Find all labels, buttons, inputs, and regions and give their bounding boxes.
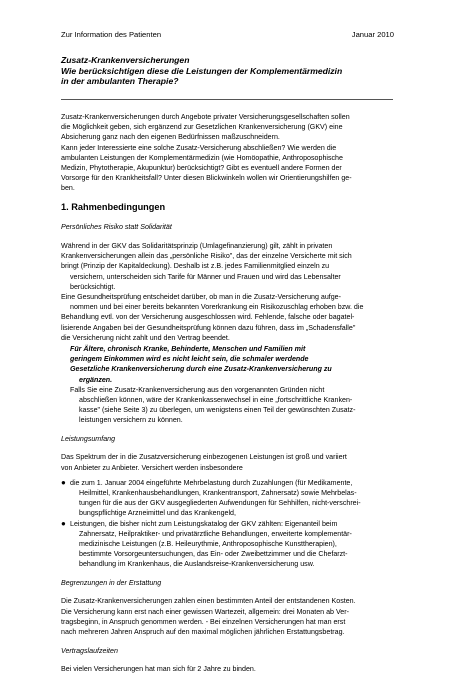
warning-line: Für Ältere, chronisch Kranke, Behinderte, Menschen und Familien mit bbox=[70, 345, 306, 354]
intro-line: Medizin, Phytotherapie, Akupunktur) berücksichtigt? Gibt es eventuell andere Formen der bbox=[61, 164, 342, 173]
falls-line: kasse" (siehe Seite 3) zu überlegen, um wenigstens einen Teil der gewünschten Zusatz- bbox=[79, 406, 356, 415]
risk-line: Krankenversicherungen allein das „persönliche Risiko", das der einzelne Versicherte mit sich bbox=[61, 252, 352, 261]
limits-paragraph bbox=[61, 596, 396, 637]
intro-line: Vorsorge für den Krankheitsfall? Unter diesen Blickwinkeln wollen wir Orientierungshilfen ge- bbox=[61, 174, 352, 183]
list-item bbox=[61, 519, 396, 570]
bullet-line: bungspflichtige Arzneimittel und das Krankengeld, bbox=[79, 509, 236, 518]
bullet-line: Zahnersatz, Heilpraktiker- und privatärztliche Behandlungen, erweiterte komplementär- bbox=[79, 529, 352, 538]
subheading-limits: Begrenzungen in der Erstattung bbox=[61, 578, 162, 587]
risk-line: Während in der GKV das Solidaritätsprinzip (Umlagefinanzierung) gilt, zählt in privaten bbox=[61, 242, 333, 251]
bullet-icon: ● bbox=[61, 518, 66, 528]
warning-line: Gesetzliche Krankenversicherung durch eine Zusatz-Krankenversicherung zu bbox=[70, 365, 332, 374]
title-divider bbox=[61, 99, 393, 100]
warning-line: ergänzen. bbox=[79, 375, 113, 384]
risk-line: lisierende Angaben bei der Gesundheitsprüfung können dazu führen, dass im „Schadensfalle" bbox=[61, 323, 356, 332]
risk-line: berücksichtigt. bbox=[70, 282, 116, 291]
scope-line: von Anbieter zu Anbieter. Versichert werden insbesondere bbox=[61, 463, 243, 472]
document-body bbox=[61, 112, 396, 683]
limits-line: Die Versicherung kann erst nach einer gewissen Wartezeit, allgemein: drei Monaten ab Ver- bbox=[61, 607, 349, 616]
falls-text bbox=[70, 385, 396, 426]
bullet-line: Heilmittel, Krankenhausbehandlungen, Krankentransport, Zahnersatz) sowie Mehrbelas- bbox=[79, 489, 357, 497]
bullet-line: tungen für die aus der GKV ausgegliederten Aufwendungen für Sehhilfen, nicht-verschrei- bbox=[79, 499, 361, 508]
bullet-line: bestimmte Vorsorgeuntersuchungen, das Ein- oder Zweibettzimmer und die Chefarzt- bbox=[79, 550, 348, 559]
risk-paragraph bbox=[61, 241, 396, 343]
title-sub-2: in der ambulanten Therapie? bbox=[61, 76, 179, 87]
risk-line: versichern, unterscheiden sich Tarife für Männer und Frauen und wird das Lebensalter bbox=[70, 272, 341, 281]
intro-line: ben. bbox=[61, 184, 75, 193]
intro-line: Kann jeder Interessierte eine solche Zusatz-Versicherung abschließen? Wie werden die bbox=[61, 143, 337, 152]
risk-line: Behandlung evtl. von der Versicherung ausgeschlossen wird. Fehlende, falsche oder bagatel- bbox=[61, 313, 355, 322]
intro-line: Zusatz-Krankenversicherungen durch Angebote privater Versicherungsgesellschaften sollen bbox=[61, 113, 350, 121]
falls-line: Falls Sie eine Zusatz-Krankenversicherung aus den vorgenannten Gründen nicht bbox=[70, 385, 325, 394]
page-header bbox=[61, 30, 394, 39]
bullet-line: behandlung im Krankenhaus, die Auslandsreise-Krankenversicherung usw. bbox=[79, 560, 315, 569]
bullet-icon: ● bbox=[61, 477, 66, 487]
falls-line: leistungen versichern zu können. bbox=[79, 416, 183, 425]
section-heading: 1. Rahmenbedingungen bbox=[61, 202, 166, 213]
limits-line: Die Zusatz-Krankenversicherungen zahlen einen bestimmten Anteil der entstandenen Kosten. bbox=[61, 597, 356, 606]
falls-line: abschließen können, wäre der Krankenkassenwechsel in eine „fortschrittliche Kranken- bbox=[79, 396, 353, 405]
intro-line: Absicherung ganz nach den eigenen Bedürfnissen maßzuschneidern. bbox=[61, 133, 280, 142]
header-date: Januar 2010 bbox=[351, 30, 394, 39]
terms-line: Bei vielen Versicherungen hat man sich für 2 Jahre zu binden. bbox=[61, 665, 256, 674]
scope-line: Das Spektrum der in die Zusatzversicherung einbezogenen Leistungen ist groß und variiert bbox=[61, 453, 347, 462]
list-item bbox=[61, 478, 396, 519]
limits-line: tragsbeginn, in Anspruch genommen werden. - Bei einzelnen Versicherungen hat man erst bbox=[61, 617, 346, 626]
warning-note bbox=[61, 343, 396, 426]
title-sub-1: Wie berücksichtigen diese die Leistungen der Komplementärmedizin bbox=[61, 65, 343, 76]
subheading-scope: Leistungsumfang bbox=[61, 434, 116, 443]
document-title bbox=[61, 55, 401, 87]
bullet-line: Leistungen, die bisher nicht zum Leistungskatalog der GKV zählten: Eigenanteil beim bbox=[70, 519, 338, 528]
risk-line: Eine Gesundheitsprüfung entscheidet darüber, ob man in die Zusatz-Versicherung aufge- bbox=[61, 293, 341, 302]
intro-paragraph bbox=[61, 112, 396, 194]
terms-paragraph bbox=[61, 664, 396, 674]
risk-line: nommen und bei einer bereits bekannten Vorerkrankung ein Risikozuschlag erhoben bzw. die bbox=[70, 303, 364, 312]
warning-line: geringem Einkommen wird es nicht leicht sein, die schmaler werdende bbox=[70, 355, 309, 364]
scope-paragraph bbox=[61, 452, 396, 472]
risk-line: die Versicherung nicht zahlt und den Vertrag beendet. bbox=[61, 333, 230, 342]
bullet-line: medizinische Leistungen (z.B. Heileurythmie, Anthroposophische Kunsttherapien), bbox=[79, 540, 337, 549]
warning-text bbox=[70, 344, 396, 385]
limits-line: nach mehreren Jahren Anspruch auf den maximal möglichen jährlichen Erstattungsbetrag. bbox=[61, 627, 345, 636]
subheading-terms: Vertragslaufzeiten bbox=[61, 646, 118, 655]
intro-line: die Möglichkeit geben, sich ergänzend zur Gesetzlichen Krankenversicherung (GKV) eine bbox=[61, 123, 343, 132]
title-main: Zusatz-Krankenversicherungen bbox=[61, 55, 190, 65]
header-left: Zur Information des Patienten bbox=[61, 30, 162, 39]
subheading-risk: Persönliches Risiko statt Solidarität bbox=[61, 223, 172, 232]
intro-line: ambulanten Leistungen der Komplementärmedizin (wie Homöopathie, Anthroposophische bbox=[61, 153, 343, 162]
risk-line: bringt (Prinzip der Kapitaldeckung). Deshalb ist z.B. jedes Familienmitglied einzeln zu bbox=[61, 262, 330, 271]
bullet-line: die zum 1. Januar 2004 eingeführte Mehrbelastung durch Zuzahlungen (für Medikamente, bbox=[70, 478, 353, 487]
